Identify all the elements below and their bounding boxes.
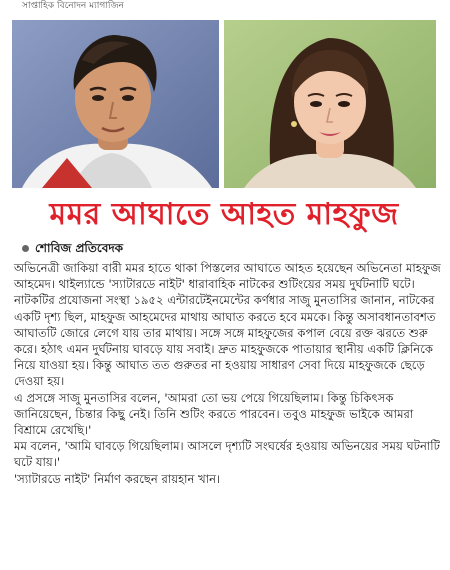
- portrait-male-illustration: [12, 20, 219, 188]
- article-paragraph-3: মম বলেন, 'আমি ঘাবড়ে গিয়েছিলাম। আসলে দৃশ্যটি সংঘর্ষের হওয়ায় অভিনয়ের সময় ঘটনাটি ঘটে যায়।': [14, 439, 440, 470]
- article-paragraph-4: 'স্যাটারডে নাইট' নির্মাণ করছেন রায়হান খান।: [14, 471, 221, 486]
- portrait-male-photo: [12, 20, 219, 188]
- bullet-icon: [22, 245, 29, 252]
- byline: [22, 240, 123, 256]
- article-headline: মমর আঘাতে আহত মাহফুজ: [49, 197, 399, 232]
- portrait-female-illustration: [224, 20, 436, 188]
- top-strip: সাপ্তাহিক বিনোদন ম্যাগাজিন: [22, 1, 124, 11]
- article-paragraph-1: অভিনেত্রী জাকিয়া বারী মমর হাতে থাকা পিস্তলের আঘাতে আহত হয়েছেন অভিনেতা মাহফুজ আহমেদ। থাইল্যান্ডে 'স্যাটারডে নাইট' ধারাবাহিক নাটকের শুটিংয়ের সময় দুর্ঘটনাটি ঘটে। নাটকটির প্রযোজনা সংস্থা ১৯৫২ এন্টারটেইনমেন্টের কর্ণধার সাজু মুনতাসির জানান, নাটকের একটি দৃশ্য ছিল, মাহফুজ আহমেদের মাথায় আঘাত করতে হবে মমকে। কিন্তু অসাবধানতাবশত আঘাতটি জোরে লেগে যায় তার মাথায়। সঙ্গে সঙ্গে মাহফুজের কপাল বেয়ে রক্ত ঝরতে শুরু করে। হঠাৎ এমন দুর্ঘটনায় ঘাবড়ে যায় সবাই। দ্রুত মাহফুজকে পাতায়ার স্থানীয় একটি ক্লিনিকে নিয়ে যাওয়া হয়। কিন্তু আঘাত তত গুরুতর না হওয়ায় সাধারণ সেবা দিয়ে মাহফুজকে ছেড়ে দেওয়া হয়।: [14, 261, 441, 389]
- portrait-female-photo: [224, 20, 436, 188]
- article-body: [14, 260, 442, 487]
- article-paragraph-2: এ প্রসঙ্গে সাজু মুনতাসির বলেন, 'আমরা তো ভয় পেয়ে গিয়েছিলাম। কিন্তু চিকিৎসক জানিয়েছেন, চিন্তার কিছু নেই। তিনি শুটিং করতে পারবেন। তবুও মাহফুজ ভাইকে আমরা বিশ্রামে রেখেছি।': [14, 390, 414, 438]
- byline-text: শোবিজ প্রতিবেদক: [35, 241, 124, 255]
